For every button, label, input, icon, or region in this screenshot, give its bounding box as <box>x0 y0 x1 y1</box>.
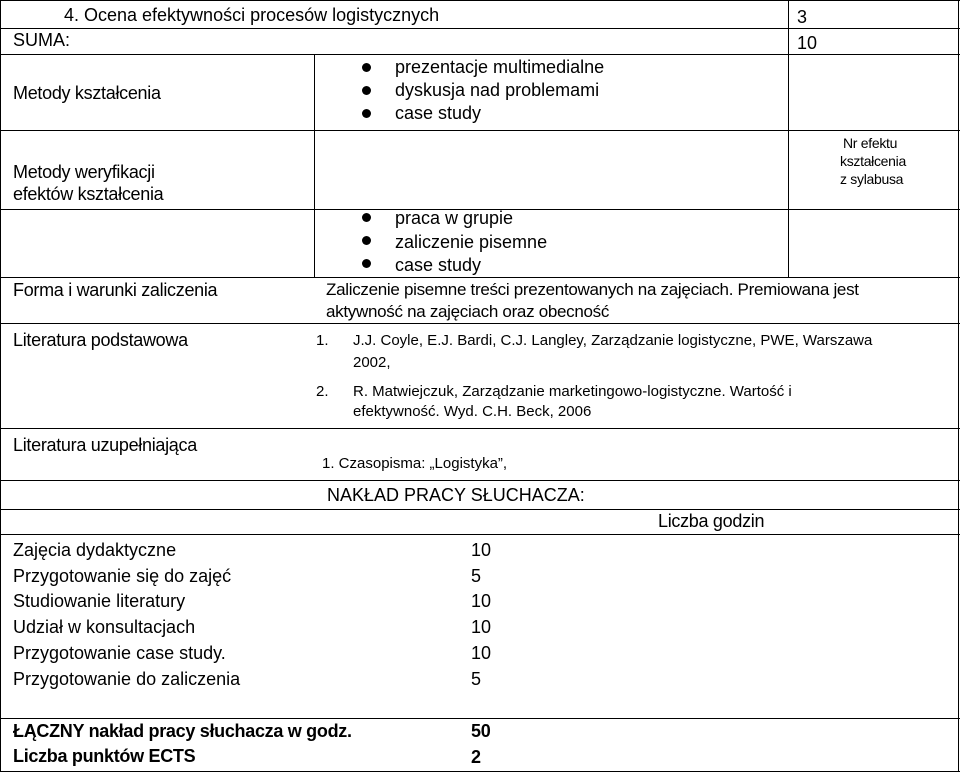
bullet-icon <box>362 63 371 72</box>
list-item-number: 2. <box>316 383 329 400</box>
ects-label: Liczba punktów ECTS <box>13 746 196 766</box>
metody-ksztalcenia-label: Metody kształcenia <box>13 83 161 103</box>
naklad-heading: NAKŁAD PRACY SŁUCHACZA: <box>327 485 585 505</box>
naklad-row-label: Przygotowanie case study. <box>13 643 226 663</box>
forma-zaliczenia-label: Forma i warunki zaliczenia <box>13 280 218 300</box>
forma-zaliczenia-text: aktywność na zajęciach oraz obecność <box>326 302 610 321</box>
suma-value: 10 <box>797 33 818 53</box>
naklad-row-value: 5 <box>471 566 482 586</box>
row-value: 3 <box>797 7 808 27</box>
nr-efektu-label: Nr efektu <box>843 135 898 151</box>
naklad-row-value: 5 <box>471 669 482 689</box>
list-item: J.J. Coyle, E.J. Bardi, C.J. Langley, Zarządzanie logistyczne, PWE, Warszawa <box>353 332 873 349</box>
metody-weryfikacji-label-line2: efektów kształcenia <box>13 184 164 204</box>
row-label: Ocena efektywności procesów logistycznych <box>84 5 440 25</box>
row-number: 4. <box>64 5 80 25</box>
bullet-icon <box>362 109 371 118</box>
naklad-row-value: 10 <box>471 540 492 560</box>
list-item-number: 1. <box>316 332 329 349</box>
list-item: efektywność. Wyd. C.H. Beck, 2006 <box>353 403 592 420</box>
bullet-icon <box>362 259 371 268</box>
bullet-icon <box>362 213 371 222</box>
naklad-row-label: Przygotowanie się do zajęć <box>13 566 232 586</box>
list-item: prezentacje multimedialne <box>395 57 605 77</box>
literatura-uzupelniajaca-label: Literatura uzupełniająca <box>13 435 197 455</box>
naklad-row-value: 10 <box>471 617 492 637</box>
nr-efektu-label: kształcenia <box>840 153 906 169</box>
naklad-row-value: 10 <box>471 643 492 663</box>
nr-efektu-label: z sylabusa <box>840 171 904 187</box>
naklad-total-label: ŁĄCZNY nakład pracy słuchacza w godz. <box>13 721 352 741</box>
list-item: zaliczenie pisemne <box>395 232 548 252</box>
list-item: dyskusja nad problemami <box>395 80 600 100</box>
suma-label: SUMA: <box>13 30 71 50</box>
naklad-row-value: 10 <box>471 591 492 611</box>
forma-zaliczenia-text: Zaliczenie pisemne treści prezentowanych na zajęciach. Premiowana jest <box>326 280 859 299</box>
metody-weryfikacji-label-line1: Metody weryfikacji <box>13 162 155 182</box>
naklad-row-label: Udział w konsultacjach <box>13 617 196 637</box>
bullet-icon <box>362 236 371 245</box>
naklad-row-label: Przygotowanie do zaliczenia <box>13 669 241 689</box>
naklad-row-label: Zajęcia dydaktyczne <box>13 540 177 560</box>
naklad-col-header: Liczba godzin <box>658 511 765 531</box>
list-item: case study <box>395 255 482 275</box>
ects-value: 2 <box>471 747 481 767</box>
naklad-row-label: Studiowanie literatury <box>13 591 186 611</box>
list-item: praca w grupie <box>395 208 514 228</box>
list-item: case study <box>395 103 482 123</box>
bullet-icon <box>362 86 371 95</box>
literatura-uzupelniajaca-text: 1. Czasopisma: „Logistyka”, <box>322 455 508 472</box>
list-item: 2002, <box>353 354 391 371</box>
naklad-total-value: 50 <box>471 721 491 741</box>
literatura-podstawowa-label: Literatura podstawowa <box>13 330 188 350</box>
list-item: R. Matwiejczuk, Zarządzanie marketingowo-logistyczne. Wartość i <box>353 383 792 400</box>
